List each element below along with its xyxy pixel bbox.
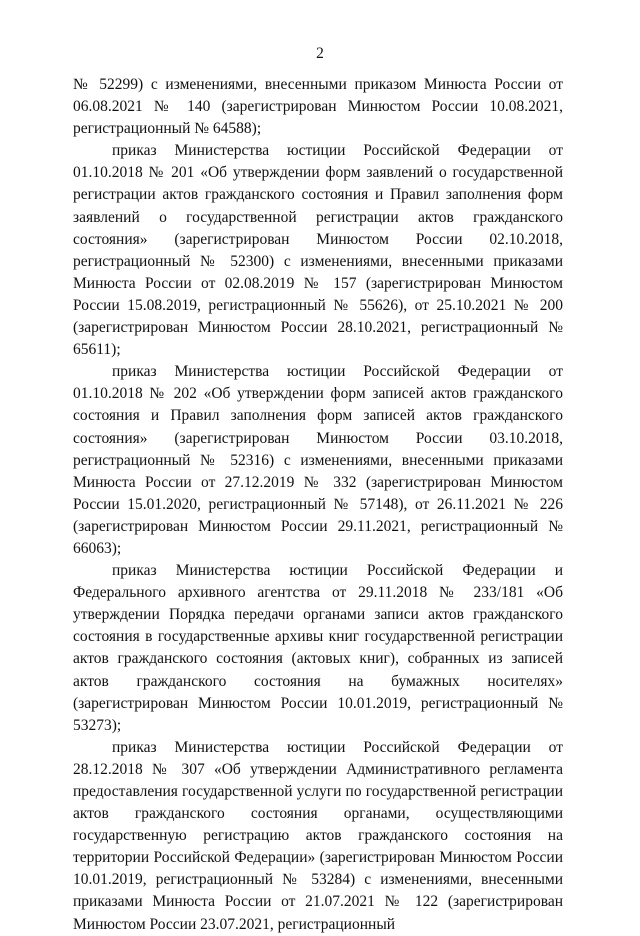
paragraph-continuation: № 52299) с изменениями, внесенными приказом Минюста России от 06.08.2021 № 140 (зарегистрирован Минюстом России 10.08.2021, регистрационный № 64588); [73, 76, 563, 138]
paragraph-order-233-181: приказ Министерства юстиции Российской Федерации и Федерального архивного агентства от 29.11.2018 № 233/181 «Об утверждении Порядка передачи органами записи актов гражданского состояния в государственные архивы книг государственной регистрации актов гражданского состояния (актовых книг), собранных из записей актов гражданского состояния на бумажных носителях» (зарегистрирован Минюстом России 10.01.2019, регистрационный № 53273); [73, 562, 563, 734]
paragraph-order-201: приказ Министерства юстиции Российской Федерации от 01.10.2018 № 201 «Об утверждении форм заявлений о государственной регистрации актов гражданского состояния и Правил заполнения форм заявлений о государственной регистрации актов гражданского состояния» (зарегистрирован Минюстом России 02.10.2018, регистрационный № 52300) с изменениями, внесенными приказами Минюста России от 02.08.2019 № 157 (зарегистрирован Минюстом России 15.08.2019, регистрационный № 55626), от 25.10.2021 № 200 (зарегистрирован Минюстом России 28.10.2021, регистрационный № 65611); [73, 142, 563, 359]
paragraph-order-307: приказ Министерства юстиции Российской Федерации от 28.12.2018 № 307 «Об утверждении Административного регламента предоставления государственной услуги по государственной регистрации актов гражданского состояния органами, осуществляющими государственную регистрацию актов гражданского состояния на территории Российской Федерации» (зарегистрирован Минюстом России 10.01.2019, регистрационный № 53284) с изменениями, внесенными приказами Минюста России от 21.07.2021 № 122 (зарегистрирован Минюстом России 23.07.2021, регистрационный [73, 738, 563, 933]
paragraph-order-202: приказ Министерства юстиции Российской Федерации от 01.10.2018 № 202 «Об утверждении форм записей актов гражданского состояния и Правил заполнения форм записей актов гражданского состояния» (зарегистрирован Минюстом России 03.10.2018, регистрационный № 52316) с изменениями, внесенными приказами Минюста России от 27.12.2019 № 332 (зарегистрирован Минюстом России 15.01.2020, регистрационный № 57148), от 26.11.2021 № 226 (зарегистрирован Минюстом России 29.11.2021, регистрационный № 66063); [73, 363, 563, 557]
document-body [73, 74, 563, 936]
page-number: 2 [316, 45, 324, 62]
